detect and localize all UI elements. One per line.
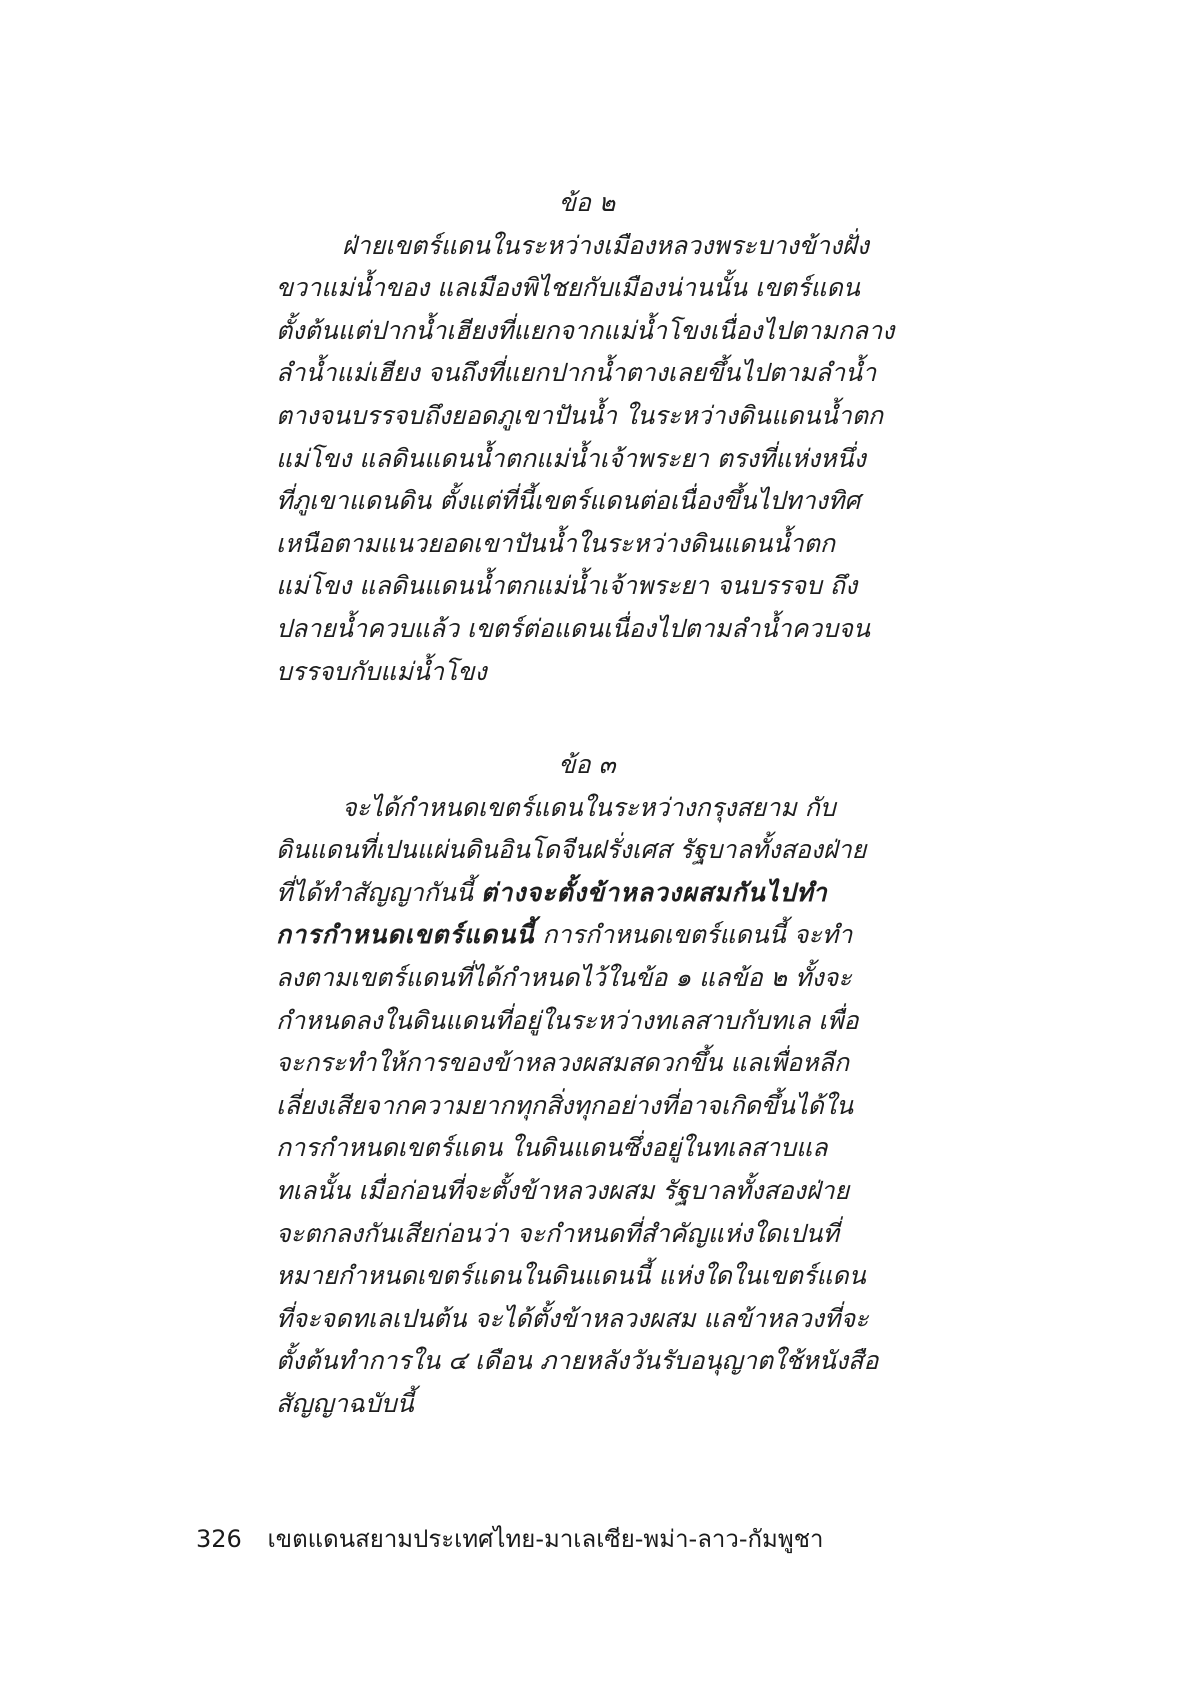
article-2-line: บรรจบกับแม่น้ำโขง [276, 656, 487, 686]
article-3-line: ทเลนั้น เมื่อก่อนที่จะตั้งข้าหลวงผสม รัฐบาลทั้งสองฝ่าย [276, 1175, 850, 1205]
article-2-line: ปลายน้ำควบแล้ว เขตร์ต่อแดนเนื่องไปตามลำน้ำควบจน [276, 613, 870, 643]
article-2-line: เหนือตามแนวยอดเขาปันน้ำในระหว่างดินแดนน้ำตก [276, 528, 835, 558]
book-title: เขตแดนสยามประเทศไทย-มาเลเซีย-พม่า-ลาว-กัมพูชา [267, 1525, 824, 1553]
article-3-line: เลี่ยงเสียจากความยากทุกสิ่งทุกอย่างที่อาจเกิดขึ้นได้ใน [276, 1090, 854, 1120]
article-3-line: จะตกลงกันเสียก่อนว่า จะกำหนดที่สำคัญแห่งใดเปนที่ [276, 1218, 840, 1248]
article-3-line: สัญญาฉบับนี้ [276, 1388, 414, 1418]
article-2-line: ขวาแม่น้ำของ แลเมืองพิไชยกับเมืองน่านนั้น เขตร์แดน [276, 273, 860, 303]
article-2-line: ฝ่ายเขตร์แดนในระหว่างเมืองหลวงพระบางข้างฝั่ง [342, 230, 869, 260]
article-2-line: แม่โขง แลดินแดนน้ำตกแม่น้ำเจ้าพระยา ตรงที่แห่งหนึ่ง [276, 443, 866, 473]
article-3-text: ที่ได้ทำสัญญากันนี้ [276, 877, 481, 907]
article-3-emphasis: การกำหนดเขตร์แดนนี้ [276, 920, 535, 950]
article-3-line [276, 872, 898, 915]
article-2-line: แม่โขง แลดินแดนน้ำตกแม่น้ำเจ้าพระยา จนบรรจบ ถึง [276, 571, 858, 601]
article-3 [276, 744, 898, 1426]
article-2-heading: ข้อ ๒ [558, 188, 616, 217]
article-2-line: ลำน้ำแม่เฮียง จนถึงที่แยกปากน้ำตางเลยขึ้นไปตามลำน้ำ [276, 358, 877, 388]
article-3-line [276, 914, 898, 957]
article-3-line: ที่จะจดทเลเปนต้น จะได้ตั้งข้าหลวงผสม แลข้าหลวงที่จะ [276, 1303, 869, 1333]
article-2-line: ตางจนบรรจบถึงยอดภูเขาปันน้ำ ในระหว่างดินแดนน้ำตก [276, 400, 884, 430]
article-3-emphasis: ต่างจะตั้งข้าหลวงผสมกันไปทำ [480, 877, 828, 907]
article-3-text: การกำหนดเขตร์แดนนี้ จะทำ [534, 920, 853, 950]
article-3-line: จะกระทำให้การของข้าหลวงผสมสดวกขึ้น แลเพื่อหลีก [276, 1048, 849, 1078]
article-3-line: ลงตามเขตร์แดนที่ได้กำหนดไว้ในข้อ ๑ แลข้อ ๒ ทั้งจะ [276, 962, 852, 992]
article-3-heading: ข้อ ๓ [558, 750, 616, 779]
page-number: 326 [196, 1525, 242, 1553]
page-footer [196, 1519, 996, 1558]
article-2-line: ที่ภูเขาแดนดิน ตั้งแต่ที่นี้เขตร์แดนต่อเนื่องขึ้นไปทางทิศ [276, 486, 861, 516]
article-3-line: ดินแดนที่เปนแผ่นดินอินโดจีนฝรั่งเศส รัฐบาลทั้งสองฝ่าย [276, 835, 867, 865]
article-2-line: ตั้งต้นแต่ปากน้ำเฮียงที่แยกจากแม่น้ำโขงเนื่องไปตามกลาง [276, 315, 895, 345]
article-3-line: การกำหนดเขตร์แดน ในดินแดนซึ่งอยู่ในทเลสาบแล [276, 1133, 828, 1163]
article-2 [276, 182, 898, 693]
article-3-line: ตั้งต้นทำการใน ๔ เดือน ภายหลังวันรับอนุญาตใช้หนังสือ [276, 1346, 879, 1376]
article-3-line: กำหนดลงในดินแดนที่อยู่ในระหว่างทเลสาบกับทเล เพื่อ [276, 1005, 859, 1035]
article-3-line: หมายกำหนดเขตร์แดนในดินแดนนี้ แห่งใดในเขตร์แดน [276, 1261, 866, 1291]
article-3-line: จะได้กำหนดเขตร์แดนในระหว่างกรุงสยาม กับ [342, 792, 836, 822]
